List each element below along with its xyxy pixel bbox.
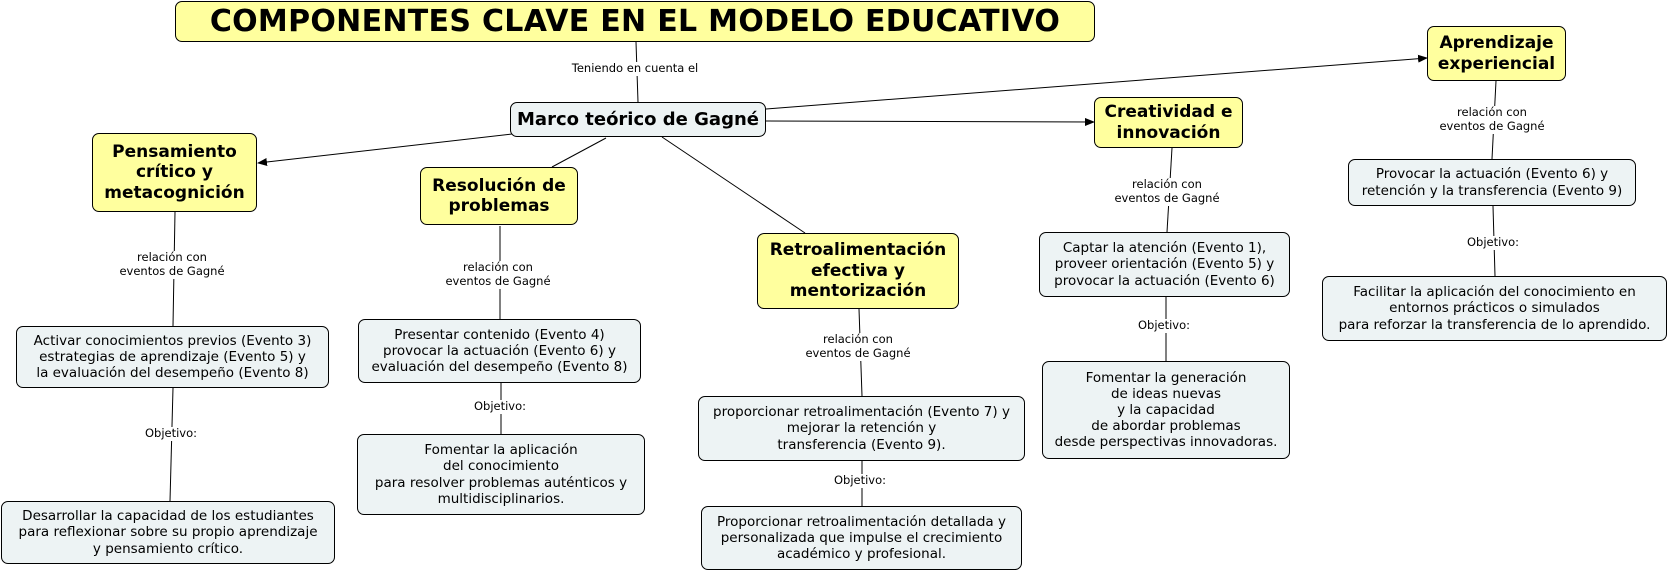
arrow-to-pensamiento (258, 134, 512, 163)
objective-label-pensamiento: Objetivo: (144, 426, 198, 440)
relation-label-resolucion: relación con eventos de Gagné (445, 260, 551, 288)
events-creatividad[interactable]: Captar la atención (Evento 1), proveer orientación (Evento 5) y provocar la actuación (Evento 6) (1039, 232, 1290, 297)
concept-pensamiento-critico[interactable]: Pensamiento crítico y metacognición (92, 133, 257, 212)
events-aprendizaje[interactable]: Provocar la actuación (Evento 6) y retención y la transferencia (Evento 9) (1348, 159, 1636, 206)
map-title: COMPONENTES CLAVE EN EL MODELO EDUCATIVO (175, 1, 1095, 42)
label-teniendo-en-cuenta: Teniendo en cuenta el (571, 61, 699, 75)
arrow-to-creatividad (766, 121, 1094, 122)
concept-aprendizaje-experiencial[interactable]: Aprendizaje experiencial (1427, 26, 1566, 81)
relation-label-retro: relación con eventos de Gagné (805, 332, 911, 360)
objective-label-aprendizaje: Objetivo: (1466, 235, 1520, 249)
concept-resolucion-problemas[interactable]: Resolución de problemas (420, 167, 578, 225)
relation-label-aprendizaje: relación con eventos de Gagné (1439, 105, 1545, 133)
events-retroalimentacion[interactable]: proporcionar retroalimentación (Evento 7) y mejorar la retención y transferencia (Evento 9). (698, 396, 1025, 461)
link-to-retro (662, 137, 805, 233)
objective-resolucion[interactable]: Fomentar la aplicación del conocimiento para resolver problemas auténticos y multidisciplinarios. (357, 434, 645, 515)
events-pensamiento[interactable]: Activar conocimientos previos (Evento 3) estrategias de aprendizaje (Evento 5) y la evaluación del desempeño (Evento 8) (16, 326, 329, 388)
center-node-gagne[interactable]: Marco teórico de Gagné (510, 102, 766, 137)
objective-label-creatividad: Objetivo: (1137, 318, 1191, 332)
objective-retroalimentacion[interactable]: Proporcionar retroalimentación detallada y personalizada que impulse el crecimiento académico y profesional. (701, 506, 1022, 570)
link-to-resolucion (552, 138, 606, 167)
relation-label-pensamiento: relación con eventos de Gagné (119, 250, 225, 278)
relation-label-creatividad: relación con eventos de Gagné (1114, 177, 1220, 205)
objective-label-resolucion: Objetivo: (473, 399, 527, 413)
concept-retroalimentacion[interactable]: Retroalimentación efectiva y mentorización (757, 233, 959, 309)
concept-creatividad[interactable]: Creatividad e innovación (1094, 97, 1243, 148)
objective-creatividad[interactable]: Fomentar la generación de ideas nuevas y la capacidad de abordar problemas desde perspectivas innovadoras. (1042, 361, 1290, 459)
objective-aprendizaje[interactable]: Facilitar la aplicación del conocimiento en entornos prácticos o simulados para reforzar la transferencia de lo aprendido. (1322, 276, 1667, 341)
objective-pensamiento[interactable]: Desarrollar la capacidad de los estudiantes para reflexionar sobre su propio aprendizaje y pensamiento crítico. (1, 501, 335, 564)
objective-label-retro: Objetivo: (833, 473, 887, 487)
events-resolucion[interactable]: Presentar contenido (Evento 4) provocar la actuación (Evento 6) y evaluación del desempeño (Evento 8) (358, 319, 641, 383)
link-pens-objective (170, 388, 173, 501)
